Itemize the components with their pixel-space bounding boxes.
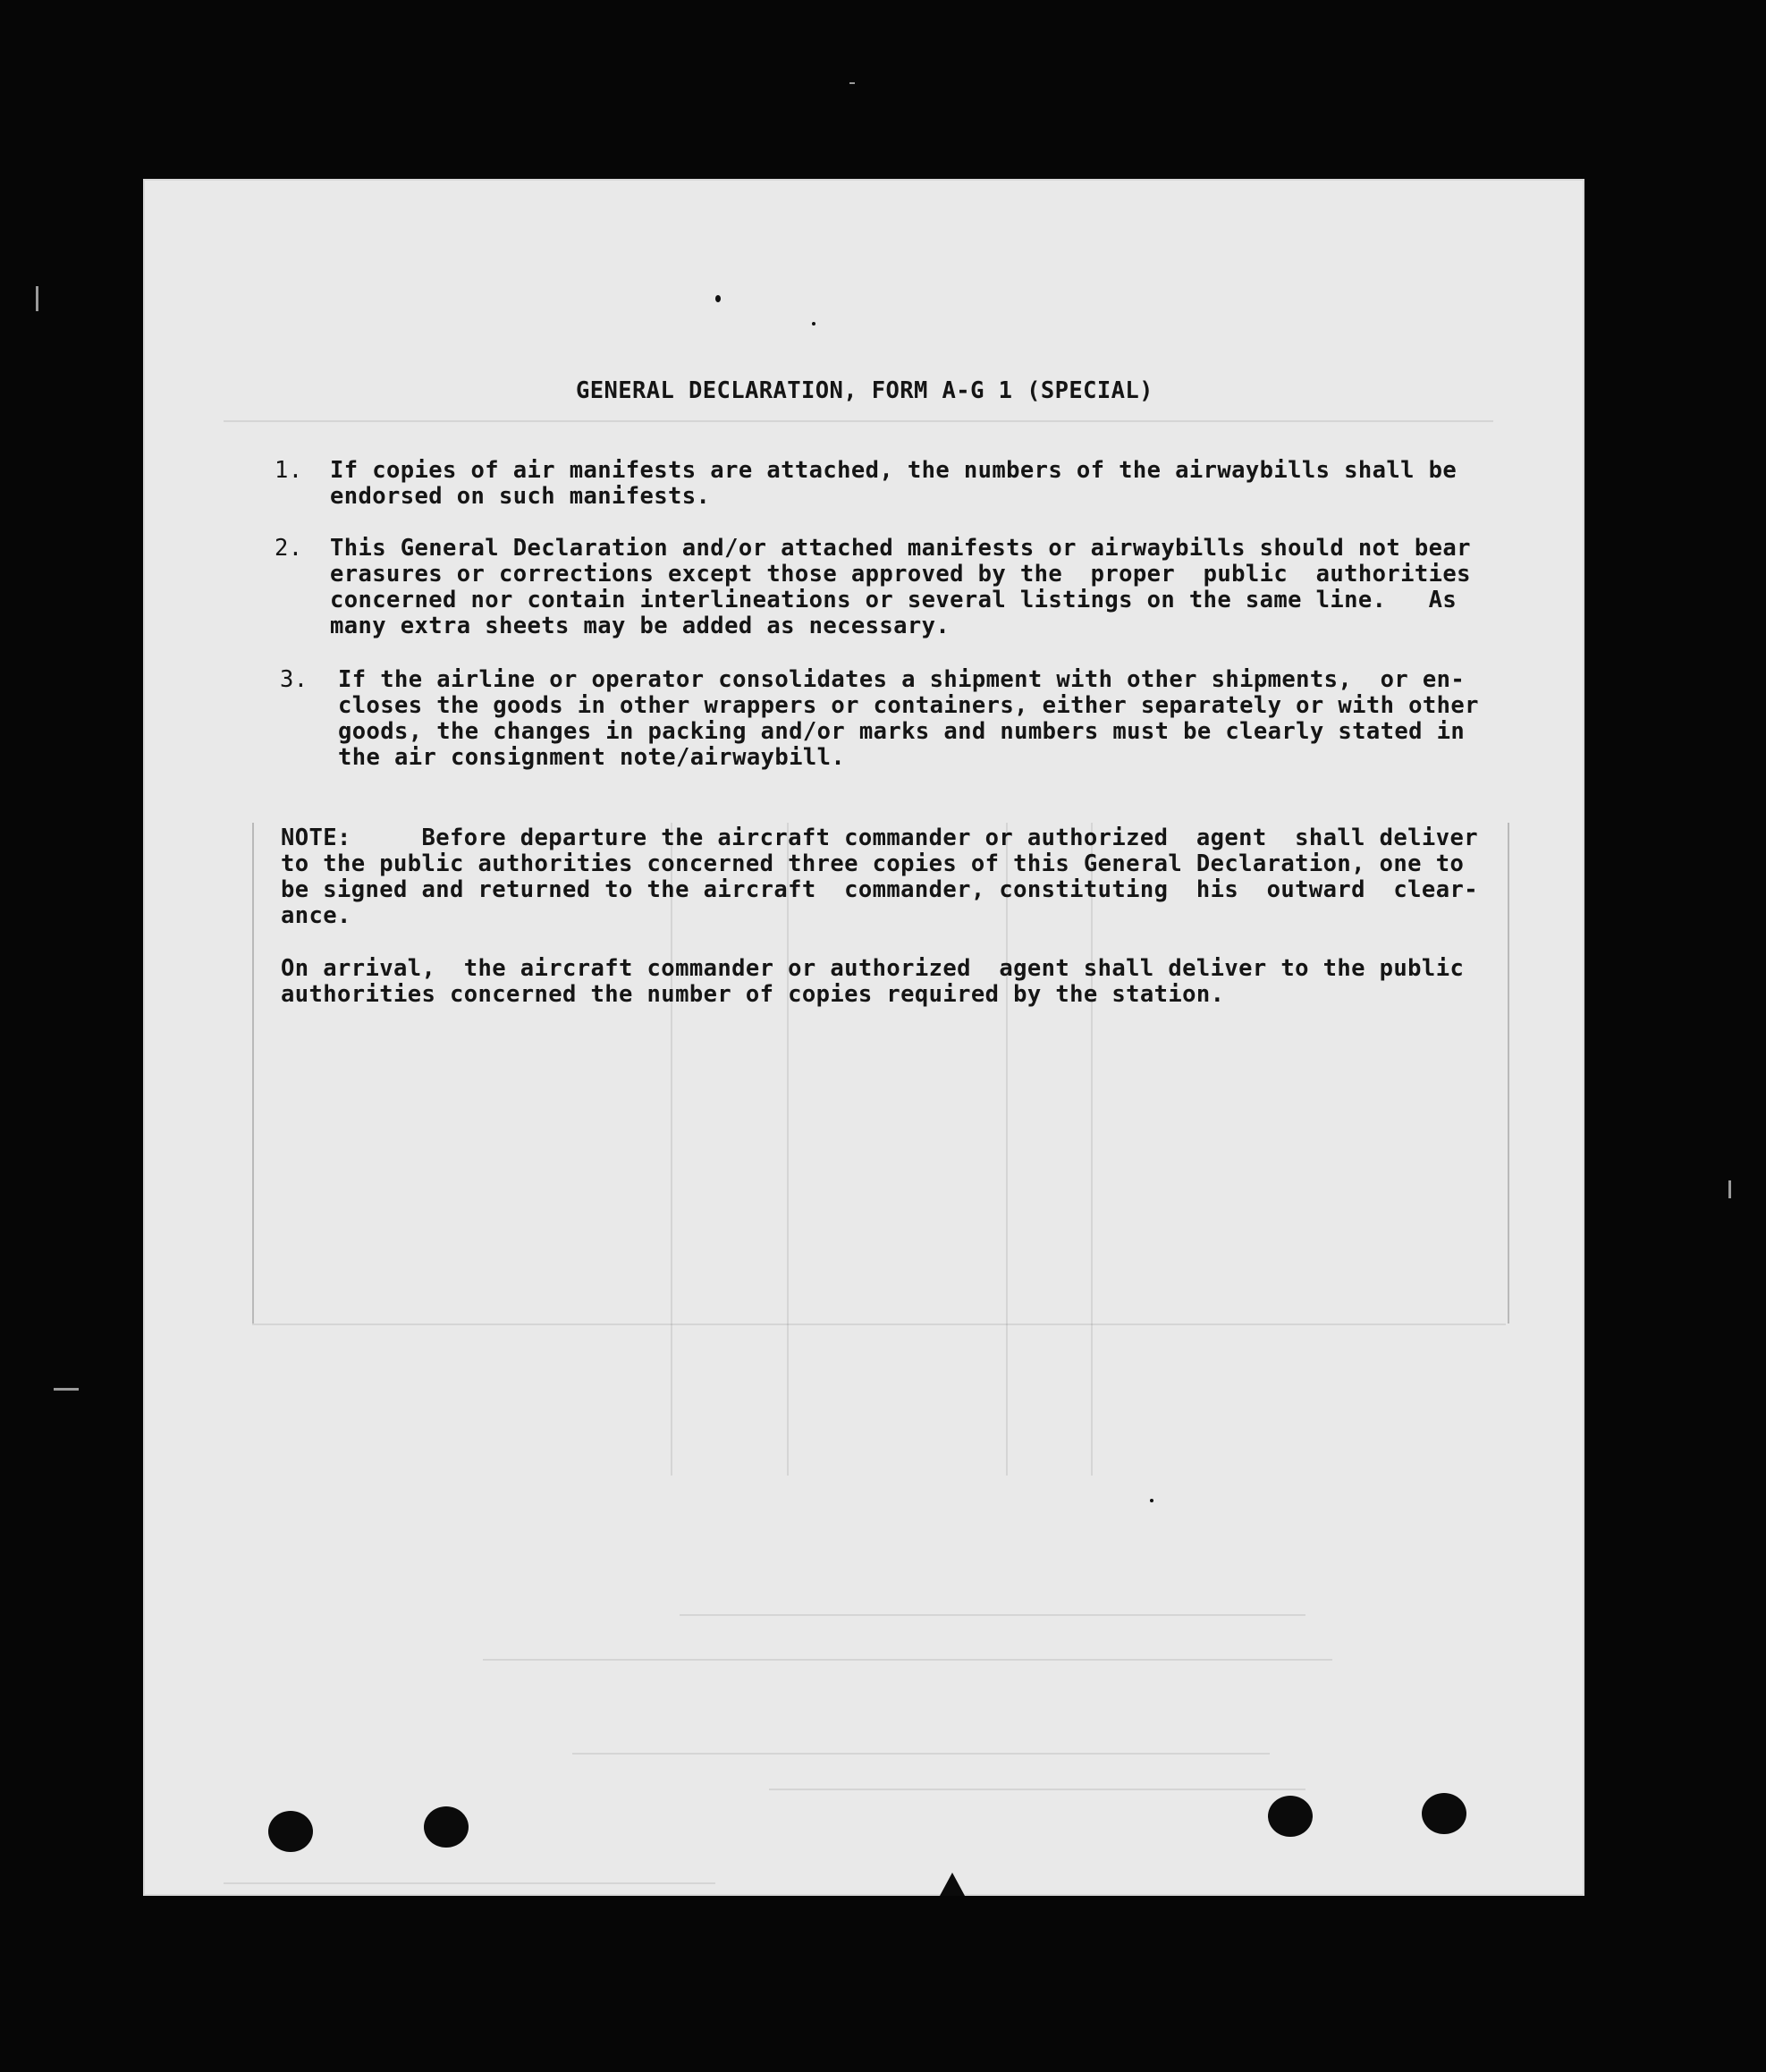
scan-mark: [849, 82, 855, 84]
note-line: be signed and returned to the aircraft commander, constituting his outward clear-: [281, 876, 1478, 903]
item-line: If copies of air manifests are attached, the numbers of the airwaybills shall be: [330, 457, 1458, 484]
item-line: erasures or corrections except those approved by the proper public authorities: [330, 561, 1471, 588]
document-page: [143, 179, 1584, 1896]
scan-mark: [1728, 1180, 1731, 1198]
show-through-rule: [224, 1882, 715, 1884]
item-line: many extra sheets may be added as necessary.: [330, 613, 951, 639]
item-number: 1.: [275, 457, 303, 484]
item-line: If the airline or operator consolidates a shipment with other shipments, or en-: [338, 666, 1466, 693]
speck-mark: [715, 295, 721, 302]
show-through-rule: [572, 1753, 1270, 1755]
item-line: goods, the changes in packing and/or marks and numbers must be clearly stated in: [338, 718, 1466, 745]
item-number: 2.: [275, 535, 303, 562]
arrival-line: On arrival, the aircraft commander or authorized agent shall deliver to the public: [281, 955, 1465, 982]
item-line: concerned nor contain interlineations or several listings on the same line. As: [330, 587, 1458, 613]
punch-hole: [424, 1806, 469, 1848]
scan-mark: [36, 286, 38, 311]
item-line: the air consignment note/airwaybill.: [338, 744, 846, 771]
show-through-rule: [483, 1659, 1332, 1661]
punch-hole: [268, 1811, 313, 1852]
show-through-rule: [769, 1789, 1305, 1790]
note-line: NOTE: Before departure the aircraft commander or authorized agent shall deliver: [281, 825, 1478, 851]
item-line: endorsed on such manifests.: [330, 483, 711, 510]
page-title: GENERAL DECLARATION, FORM A-G 1 (SPECIAL): [576, 377, 1153, 404]
speck-mark: [1150, 1499, 1153, 1502]
note-line: ance.: [281, 902, 351, 929]
bottom-notch: [940, 1873, 965, 1896]
item-line: This General Declaration and/or attached manifests or airwaybills should not bear: [330, 535, 1471, 562]
punch-hole: [1268, 1796, 1313, 1837]
speck-mark: [812, 322, 815, 326]
show-through-rule: [680, 1614, 1305, 1616]
item-number: 3.: [280, 666, 308, 693]
scan-mark: [54, 1388, 79, 1391]
item-line: closes the goods in other wrappers or containers, either separately or with other: [338, 692, 1479, 719]
show-through-rule: [252, 1324, 1506, 1325]
punch-hole: [1422, 1793, 1466, 1834]
arrival-line: authorities concerned the number of copies required by the station.: [281, 981, 1225, 1008]
show-through-rule: [224, 420, 1493, 422]
note-line: to the public authorities concerned three copies of this General Declaration, one to: [281, 850, 1465, 877]
